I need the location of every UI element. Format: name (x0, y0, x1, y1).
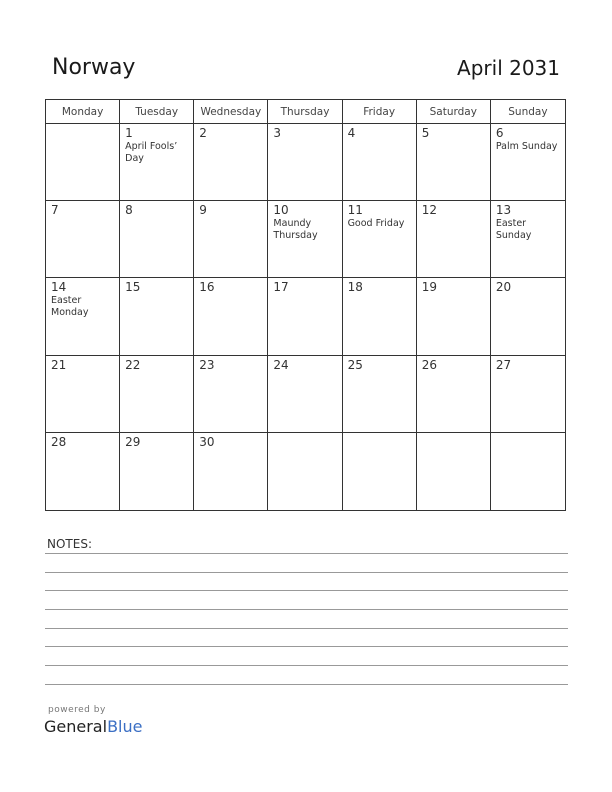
day-number: 20 (495, 280, 512, 295)
brand-general: General (44, 717, 108, 736)
holiday-label: Good Friday (347, 218, 405, 230)
day-cell (491, 356, 565, 433)
weekday-header: Thursday (268, 100, 342, 124)
day-cell (120, 356, 194, 433)
weekday-header: Monday (46, 100, 120, 124)
notes-line (45, 553, 568, 554)
day-number: 12 (421, 203, 437, 218)
day-number: 26 (421, 357, 437, 372)
notes-line (45, 572, 568, 573)
weekday-header: Wednesday (194, 100, 268, 124)
day-number: 6 (495, 126, 504, 140)
day-cell (491, 201, 565, 278)
day-cell (194, 124, 268, 201)
day-cell (46, 201, 120, 278)
day-cell (120, 124, 194, 201)
day-cell (343, 124, 417, 201)
day-number: 28 (51, 434, 67, 449)
day-number: 30 (199, 434, 215, 449)
day-cell (268, 356, 342, 433)
holiday-label: April Fools’ Day (125, 141, 178, 164)
day-cell (491, 124, 565, 201)
day-cell (417, 356, 491, 433)
brand-blue: Blue (107, 717, 143, 736)
day-number: 7 (51, 203, 59, 218)
notes-line (45, 665, 568, 666)
day-cell (343, 433, 417, 510)
calendar-grid (45, 99, 566, 511)
day-cell (46, 278, 120, 355)
day-cell (46, 356, 120, 433)
day-number: 17 (273, 280, 289, 295)
day-number: 1 (125, 126, 133, 140)
day-cell (268, 124, 342, 201)
day-number: 29 (125, 434, 141, 449)
day-cell (343, 278, 417, 355)
weekday-header: Tuesday (120, 100, 194, 124)
day-cell (491, 278, 565, 355)
day-cell (120, 201, 194, 278)
day-number: 5 (421, 126, 430, 140)
notes-label: NOTES: (47, 537, 92, 551)
day-cell (268, 278, 342, 355)
holiday-label: Maundy Thursday (273, 218, 318, 242)
day-number: 4 (347, 126, 356, 140)
notes-line (45, 628, 568, 629)
day-cell (417, 433, 491, 510)
notes-line (45, 684, 568, 685)
notes-line (45, 590, 568, 591)
day-number: 15 (125, 280, 141, 295)
day-cell (343, 356, 417, 433)
day-cell (417, 201, 491, 278)
weekday-header: Sunday (491, 100, 565, 124)
day-cell (268, 433, 342, 510)
day-number: 22 (125, 357, 141, 372)
country-title: Norway (52, 55, 136, 80)
day-cell (268, 201, 342, 278)
day-number: 25 (347, 357, 363, 372)
day-cell (417, 278, 491, 355)
holiday-label: Easter Sunday (495, 218, 532, 242)
day-number: 13 (495, 203, 512, 218)
day-cell (194, 201, 268, 278)
brand-logo (44, 717, 142, 736)
day-number: 19 (421, 280, 437, 295)
notes-line (45, 609, 568, 610)
day-number: 16 (199, 280, 215, 295)
day-cell (46, 124, 120, 201)
weekday-header: Friday (343, 100, 417, 124)
day-cell (491, 433, 565, 510)
day-cell (194, 433, 268, 510)
day-number: 3 (273, 126, 282, 140)
notes-line (45, 646, 568, 647)
month-year-title: April 2031 (457, 56, 560, 80)
day-number: 2 (199, 126, 207, 140)
day-cell (343, 201, 417, 278)
day-number: 23 (199, 357, 215, 372)
powered-by-text: powered by (48, 705, 106, 715)
day-number: 24 (273, 357, 289, 372)
day-number: 18 (347, 280, 363, 295)
holiday-label: Palm Sunday (495, 141, 558, 152)
day-number: 14 (51, 280, 67, 295)
weekday-header: Saturday (417, 100, 491, 124)
day-number: 11 (347, 203, 363, 218)
day-number: 8 (125, 203, 133, 218)
day-cell (417, 124, 491, 201)
day-cell (194, 356, 268, 433)
day-cell (120, 278, 194, 355)
day-number: 9 (199, 203, 207, 218)
day-cell (46, 433, 120, 510)
holiday-label: Easter Monday (51, 295, 89, 319)
day-cell (120, 433, 194, 510)
day-cell (194, 278, 268, 355)
day-number: 27 (495, 357, 512, 372)
day-number: 10 (273, 203, 289, 218)
day-number: 21 (51, 357, 67, 372)
